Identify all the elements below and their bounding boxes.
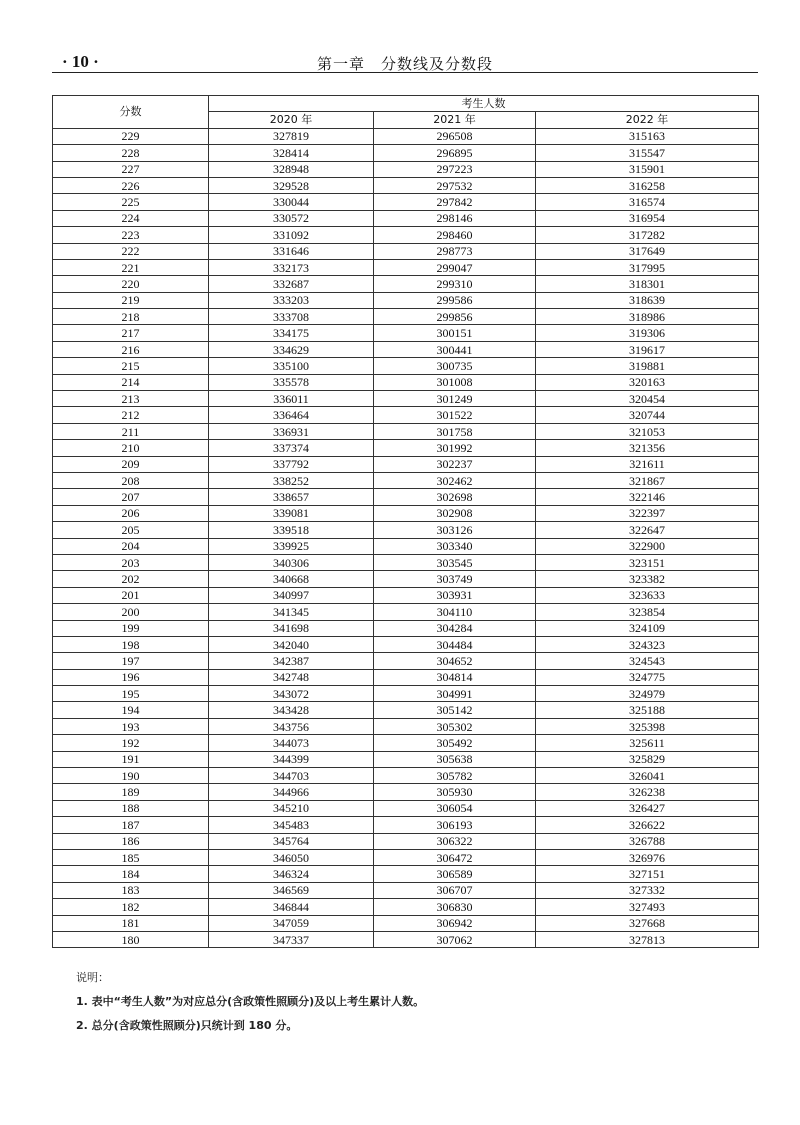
score-cell: 209 [53, 456, 209, 472]
year-header-2021: 2021 年 [374, 112, 536, 128]
count-2021-cell: 297223 [374, 161, 536, 177]
count-2020-cell: 342748 [209, 669, 374, 685]
table-row [53, 210, 759, 226]
score-cell: 229 [53, 128, 209, 144]
score-cell: 188 [53, 800, 209, 816]
count-2022-cell: 319617 [536, 341, 759, 357]
table-row [53, 931, 759, 947]
table-row [53, 489, 759, 505]
score-cell: 200 [53, 604, 209, 620]
table-row [53, 505, 759, 521]
count-2020-cell: 343756 [209, 718, 374, 734]
count-2021-cell: 306322 [374, 833, 536, 849]
table-header-row [53, 96, 759, 112]
count-2022-cell: 317649 [536, 243, 759, 259]
count-2020-cell: 345483 [209, 817, 374, 833]
count-2021-cell: 299856 [374, 309, 536, 325]
table-row [53, 292, 759, 308]
count-2021-cell: 299047 [374, 259, 536, 275]
count-2022-cell: 327493 [536, 899, 759, 915]
table-row [53, 440, 759, 456]
count-2020-cell: 331646 [209, 243, 374, 259]
page-header [52, 50, 758, 73]
table-row [53, 915, 759, 931]
count-2020-cell: 343072 [209, 686, 374, 702]
count-2021-cell: 299310 [374, 276, 536, 292]
count-2020-cell: 339925 [209, 538, 374, 554]
table-row [53, 538, 759, 554]
count-2022-cell: 326622 [536, 817, 759, 833]
count-2021-cell: 306193 [374, 817, 536, 833]
table-row [53, 358, 759, 374]
count-2021-cell: 296508 [374, 128, 536, 144]
chapter-title: 第一章 分数线及分数段 [316, 55, 493, 73]
count-2022-cell: 324543 [536, 653, 759, 669]
count-2020-cell: 346844 [209, 899, 374, 915]
score-cell: 184 [53, 866, 209, 882]
count-2021-cell: 301249 [374, 391, 536, 407]
score-cell: 227 [53, 161, 209, 177]
count-2021-cell: 298460 [374, 227, 536, 243]
score-column-header: 分数 [53, 96, 209, 129]
count-2020-cell: 336011 [209, 391, 374, 407]
count-2022-cell: 322900 [536, 538, 759, 554]
count-2022-cell: 325398 [536, 718, 759, 734]
score-cell: 205 [53, 522, 209, 538]
score-cell: 220 [53, 276, 209, 292]
table-row [53, 800, 759, 816]
count-2022-cell: 317995 [536, 259, 759, 275]
table-row [53, 391, 759, 407]
table-row [53, 194, 759, 210]
count-2020-cell: 340997 [209, 587, 374, 603]
count-2022-cell: 327332 [536, 882, 759, 898]
count-2022-cell: 323633 [536, 587, 759, 603]
count-2022-cell: 319881 [536, 358, 759, 374]
count-2020-cell: 344703 [209, 768, 374, 784]
score-cell: 203 [53, 554, 209, 570]
count-2021-cell: 302237 [374, 456, 536, 472]
score-cell: 206 [53, 505, 209, 521]
count-2022-cell: 321053 [536, 423, 759, 439]
table-row [53, 128, 759, 144]
score-cell: 181 [53, 915, 209, 931]
count-2021-cell: 297842 [374, 194, 536, 210]
count-2022-cell: 323151 [536, 554, 759, 570]
table-row [53, 866, 759, 882]
count-2020-cell: 328414 [209, 145, 374, 161]
candidates-group-header: 考生人数 [209, 96, 759, 112]
count-2020-cell: 334175 [209, 325, 374, 341]
count-2021-cell: 306589 [374, 866, 536, 882]
count-2021-cell: 306942 [374, 915, 536, 931]
score-cell: 228 [53, 145, 209, 161]
count-2021-cell: 297532 [374, 177, 536, 193]
count-2021-cell: 298146 [374, 210, 536, 226]
count-2020-cell: 337374 [209, 440, 374, 456]
table-row [53, 243, 759, 259]
count-2021-cell: 301992 [374, 440, 536, 456]
count-2022-cell: 325188 [536, 702, 759, 718]
table-row [53, 620, 759, 636]
count-2022-cell: 326238 [536, 784, 759, 800]
count-2022-cell: 322647 [536, 522, 759, 538]
score-cell: 223 [53, 227, 209, 243]
count-2020-cell: 332173 [209, 259, 374, 275]
table-row [53, 849, 759, 865]
table-row [53, 472, 759, 488]
count-2020-cell: 329528 [209, 177, 374, 193]
count-2021-cell: 302698 [374, 489, 536, 505]
table-row [53, 374, 759, 390]
count-2022-cell: 315163 [536, 128, 759, 144]
score-cell: 193 [53, 718, 209, 734]
count-2022-cell: 326788 [536, 833, 759, 849]
score-cell: 192 [53, 735, 209, 751]
score-cell: 189 [53, 784, 209, 800]
count-2021-cell: 304652 [374, 653, 536, 669]
count-2022-cell: 325611 [536, 735, 759, 751]
score-cell: 187 [53, 817, 209, 833]
count-2022-cell: 319306 [536, 325, 759, 341]
count-2022-cell: 322397 [536, 505, 759, 521]
count-2022-cell: 326041 [536, 768, 759, 784]
count-2020-cell: 340668 [209, 571, 374, 587]
table-row [53, 259, 759, 275]
table-row [53, 177, 759, 193]
score-cell: 216 [53, 341, 209, 357]
count-2022-cell: 317282 [536, 227, 759, 243]
count-2022-cell: 324323 [536, 636, 759, 652]
score-cell: 185 [53, 849, 209, 865]
count-2022-cell: 318301 [536, 276, 759, 292]
count-2021-cell: 301522 [374, 407, 536, 423]
count-2020-cell: 331092 [209, 227, 374, 243]
score-cell: 196 [53, 669, 209, 685]
count-2022-cell: 320454 [536, 391, 759, 407]
table-row [53, 407, 759, 423]
count-2021-cell: 304814 [374, 669, 536, 685]
score-cell: 180 [53, 931, 209, 947]
count-2020-cell: 335578 [209, 374, 374, 390]
score-distribution-table [52, 95, 759, 948]
score-cell: 225 [53, 194, 209, 210]
count-2021-cell: 303545 [374, 554, 536, 570]
table-row [53, 309, 759, 325]
score-cell: 224 [53, 210, 209, 226]
count-2022-cell: 326976 [536, 849, 759, 865]
table-row [53, 341, 759, 357]
count-2020-cell: 333203 [209, 292, 374, 308]
year-header-2020: 2020 年 [209, 112, 374, 128]
count-2022-cell: 321356 [536, 440, 759, 456]
count-2021-cell: 296895 [374, 145, 536, 161]
count-2020-cell: 340306 [209, 554, 374, 570]
score-cell: 210 [53, 440, 209, 456]
count-2021-cell: 305782 [374, 768, 536, 784]
score-cell: 218 [53, 309, 209, 325]
count-2022-cell: 320744 [536, 407, 759, 423]
table-row [53, 636, 759, 652]
table-row [53, 227, 759, 243]
count-2020-cell: 328948 [209, 161, 374, 177]
count-2020-cell: 346050 [209, 849, 374, 865]
page-number: · 10 · [62, 52, 99, 71]
table-row [53, 276, 759, 292]
count-2021-cell: 300441 [374, 341, 536, 357]
count-2022-cell: 315547 [536, 145, 759, 161]
table-row [53, 686, 759, 702]
notes-title: 说明： [76, 971, 109, 984]
count-2022-cell: 318986 [536, 309, 759, 325]
count-2021-cell: 304484 [374, 636, 536, 652]
count-2020-cell: 344966 [209, 784, 374, 800]
count-2022-cell: 322146 [536, 489, 759, 505]
score-cell: 191 [53, 751, 209, 767]
count-2022-cell: 323854 [536, 604, 759, 620]
score-cell: 182 [53, 899, 209, 915]
count-2022-cell: 320163 [536, 374, 759, 390]
score-cell: 217 [53, 325, 209, 341]
table-row [53, 456, 759, 472]
table-row [53, 751, 759, 767]
count-2021-cell: 302908 [374, 505, 536, 521]
count-2022-cell: 324109 [536, 620, 759, 636]
count-2020-cell: 344073 [209, 735, 374, 751]
count-2022-cell: 327151 [536, 866, 759, 882]
table-row [53, 587, 759, 603]
table-body [53, 128, 759, 948]
count-2021-cell: 307062 [374, 931, 536, 947]
count-2021-cell: 306054 [374, 800, 536, 816]
table-row [53, 604, 759, 620]
count-2020-cell: 338252 [209, 472, 374, 488]
count-2021-cell: 303749 [374, 571, 536, 587]
count-2022-cell: 327668 [536, 915, 759, 931]
score-cell: 195 [53, 686, 209, 702]
count-2020-cell: 346324 [209, 866, 374, 882]
count-2021-cell: 304110 [374, 604, 536, 620]
score-cell: 183 [53, 882, 209, 898]
count-2020-cell: 342387 [209, 653, 374, 669]
table-row [53, 899, 759, 915]
table-row [53, 768, 759, 784]
count-2021-cell: 306707 [374, 882, 536, 898]
count-2020-cell: 346569 [209, 882, 374, 898]
count-2020-cell: 338657 [209, 489, 374, 505]
count-2022-cell: 315901 [536, 161, 759, 177]
count-2022-cell: 325829 [536, 751, 759, 767]
count-2020-cell: 343428 [209, 702, 374, 718]
count-2021-cell: 305302 [374, 718, 536, 734]
count-2021-cell: 301758 [374, 423, 536, 439]
score-cell: 207 [53, 489, 209, 505]
note-item-2: 2. 总分(含政策性照顾分)只统计到 180 分。 [76, 1019, 298, 1032]
count-2020-cell: 347337 [209, 931, 374, 947]
count-2020-cell: 344399 [209, 751, 374, 767]
count-2021-cell: 305638 [374, 751, 536, 767]
table-row [53, 735, 759, 751]
count-2020-cell: 341698 [209, 620, 374, 636]
table-row [53, 145, 759, 161]
count-2021-cell: 304991 [374, 686, 536, 702]
score-cell: 202 [53, 571, 209, 587]
count-2022-cell: 321867 [536, 472, 759, 488]
count-2020-cell: 333708 [209, 309, 374, 325]
count-2022-cell: 316258 [536, 177, 759, 193]
count-2021-cell: 301008 [374, 374, 536, 390]
count-2020-cell: 345210 [209, 800, 374, 816]
score-cell: 190 [53, 768, 209, 784]
count-2021-cell: 299586 [374, 292, 536, 308]
table-row [53, 702, 759, 718]
score-cell: 211 [53, 423, 209, 439]
count-2022-cell: 326427 [536, 800, 759, 816]
score-cell: 186 [53, 833, 209, 849]
count-2020-cell: 332687 [209, 276, 374, 292]
count-2020-cell: 334629 [209, 341, 374, 357]
count-2020-cell: 347059 [209, 915, 374, 931]
table-row [53, 718, 759, 734]
count-2021-cell: 300735 [374, 358, 536, 374]
count-2020-cell: 339081 [209, 505, 374, 521]
count-2022-cell: 321611 [536, 456, 759, 472]
score-cell: 201 [53, 587, 209, 603]
note-item-1: 1. 表中“考生人数”为对应总分(含政策性照顾分)及以上考生累计人数。 [76, 995, 425, 1008]
score-cell: 194 [53, 702, 209, 718]
score-cell: 198 [53, 636, 209, 652]
table-row [53, 325, 759, 341]
count-2021-cell: 304284 [374, 620, 536, 636]
count-2020-cell: 335100 [209, 358, 374, 374]
count-2021-cell: 303126 [374, 522, 536, 538]
count-2022-cell: 324775 [536, 669, 759, 685]
count-2022-cell: 316954 [536, 210, 759, 226]
table-row [53, 784, 759, 800]
notes [76, 966, 756, 1038]
score-cell: 221 [53, 259, 209, 275]
score-cell: 219 [53, 292, 209, 308]
score-cell: 214 [53, 374, 209, 390]
table-row [53, 882, 759, 898]
table-row [53, 817, 759, 833]
count-2020-cell: 330044 [209, 194, 374, 210]
count-2021-cell: 303931 [374, 587, 536, 603]
score-cell: 197 [53, 653, 209, 669]
count-2021-cell: 305930 [374, 784, 536, 800]
table-row [53, 522, 759, 538]
count-2021-cell: 298773 [374, 243, 536, 259]
count-2022-cell: 318639 [536, 292, 759, 308]
table-row [53, 161, 759, 177]
score-cell: 222 [53, 243, 209, 259]
year-header-2022: 2022 年 [536, 112, 759, 128]
count-2021-cell: 305142 [374, 702, 536, 718]
table-row [53, 669, 759, 685]
table-row [53, 554, 759, 570]
count-2021-cell: 305492 [374, 735, 536, 751]
table-row [53, 833, 759, 849]
count-2022-cell: 327813 [536, 931, 759, 947]
count-2022-cell: 324979 [536, 686, 759, 702]
score-cell: 199 [53, 620, 209, 636]
count-2020-cell: 339518 [209, 522, 374, 538]
count-2021-cell: 306830 [374, 899, 536, 915]
count-2020-cell: 345764 [209, 833, 374, 849]
count-2021-cell: 300151 [374, 325, 536, 341]
score-cell: 212 [53, 407, 209, 423]
score-cell: 226 [53, 177, 209, 193]
score-cell: 208 [53, 472, 209, 488]
count-2021-cell: 303340 [374, 538, 536, 554]
score-cell: 215 [53, 358, 209, 374]
table-row [53, 423, 759, 439]
score-cell: 213 [53, 391, 209, 407]
table-row [53, 653, 759, 669]
table-row [53, 571, 759, 587]
count-2021-cell: 302462 [374, 472, 536, 488]
count-2020-cell: 342040 [209, 636, 374, 652]
count-2020-cell: 341345 [209, 604, 374, 620]
count-2020-cell: 336931 [209, 423, 374, 439]
count-2020-cell: 336464 [209, 407, 374, 423]
count-2021-cell: 306472 [374, 849, 536, 865]
count-2022-cell: 323382 [536, 571, 759, 587]
count-2020-cell: 337792 [209, 456, 374, 472]
count-2022-cell: 316574 [536, 194, 759, 210]
score-cell: 204 [53, 538, 209, 554]
count-2020-cell: 330572 [209, 210, 374, 226]
count-2020-cell: 327819 [209, 128, 374, 144]
